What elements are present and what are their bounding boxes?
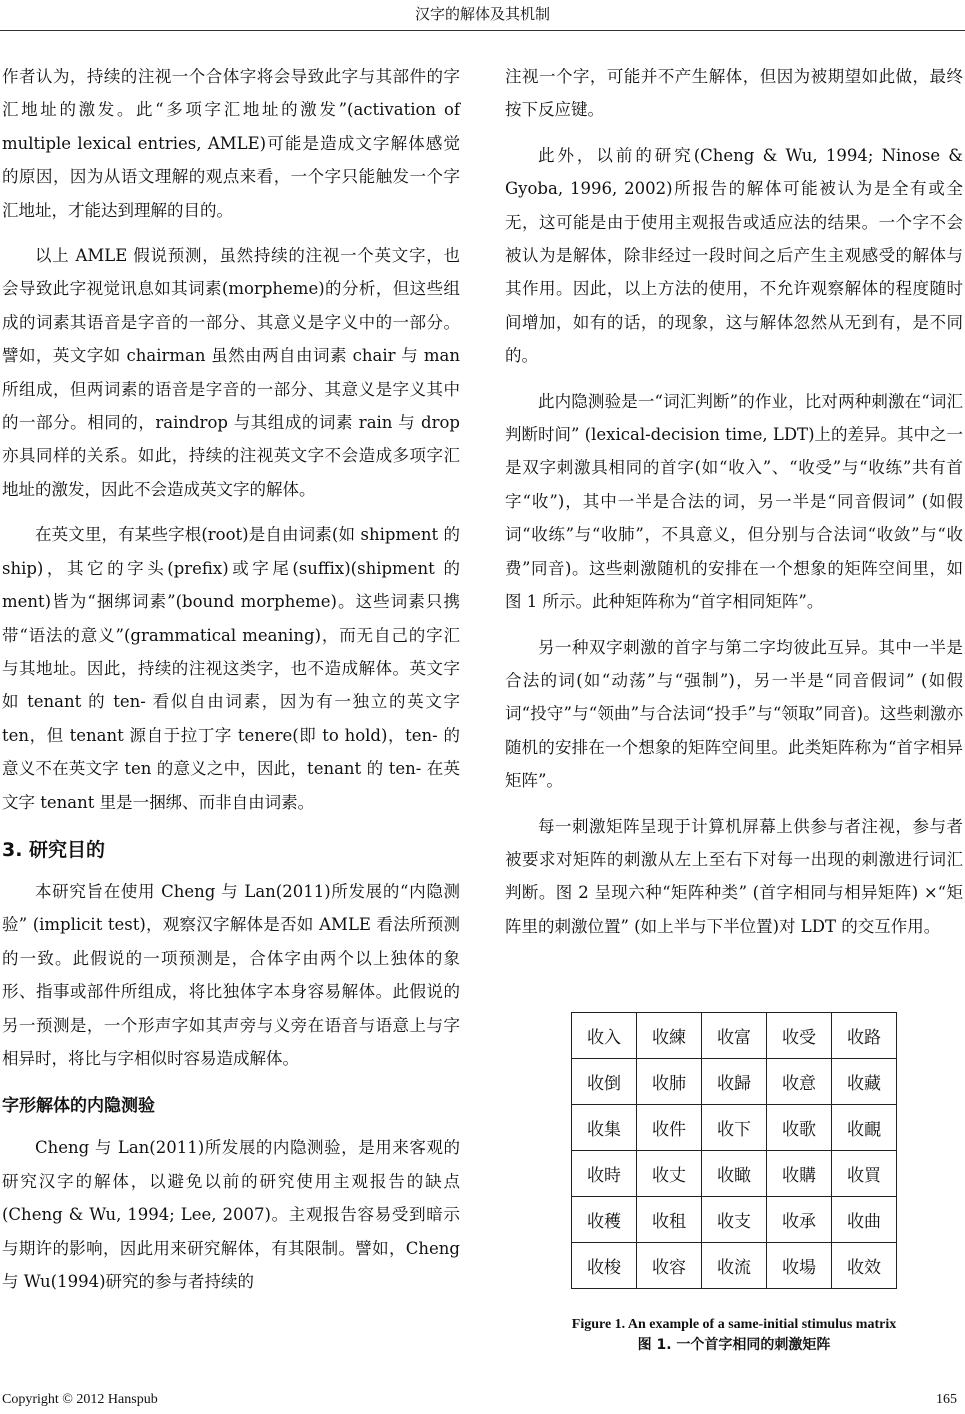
matrix-cell: 收靦 (832, 1105, 897, 1151)
matrix-row (572, 1059, 897, 1105)
matrix-cell: 收場 (767, 1243, 832, 1289)
matrix-cell: 收購 (767, 1151, 832, 1197)
paragraph: 注视一个字，可能并不产生解体，但因为被期望如此做，最终按下反应键。 (505, 67, 963, 120)
matrix-cell: 收時 (572, 1151, 637, 1197)
page-number: 165 (936, 1392, 957, 1407)
matrix-cell: 收藏 (832, 1059, 897, 1105)
matrix-cell: 收受 (767, 1013, 832, 1059)
right-column (505, 60, 963, 943)
paragraph: 此内隐测验是一“词汇判断”的作业，比对两种刺激在“词汇判断时间” (lexical-decision time, LDT)上的差异。其中之一是双字刺激具相同的首字(如“收入”、“收受”与“收练”共有首字“收”)，其中一半是合法的词，另一半是“同音假词” (如假词“收练”与“收肺”，不具意义，但分别与合法词“收敛”与“收费”同音)。这些刺激随机的安排在一个想象的矩阵空间里，如图 1 所示。此种矩阵称为“首字相同矩阵”。 (505, 391, 964, 612)
left-column (2, 60, 460, 1298)
matrix-cell: 收入 (572, 1013, 637, 1059)
subsection-heading: 字形解体的内隐测验 (2, 1096, 155, 1117)
matrix-cell: 收瞰 (702, 1151, 767, 1197)
matrix-cell: 收富 (702, 1013, 767, 1059)
matrix-cell: 收丈 (637, 1151, 702, 1197)
paragraph: 以上 AMLE 假说预测，虽然持续的注视一个英文字，也会导致此字视觉讯息如其词素(morpheme)的分析，但这些组成的词素其语音是字音的一部分、其意义是字义中的一部分。譬如，英文字如 chairman 虽然由两自由词素 chair 与 man 所组成，但两词素的语音是字音的一部分、其意义是字义其中的一部分。相同的，raindrop 与其组成的词素 rain 与 drop 亦具同样的关系。如此，持续的注视英文字不会造成多项字汇地址的激发，因此不会造成英文字的解体。 (2, 246, 460, 499)
figure-caption-english: Figure 1. An example of a same-initial stimulus matrix (571, 1317, 897, 1332)
paragraph: 作者认为，持续的注视一个合体字将会导致此字与其部件的字汇地址的激发。此“多项字汇地址的激发”(activation of multiple lexical entries, AMLE)可能是造成文字解体感觉的原因，因为从语文理解的观点来看，一个字只能触发一个字汇地址，才能达到理解的目的。 (2, 67, 460, 220)
matrix-cell: 收件 (637, 1105, 702, 1151)
matrix-cell: 收買 (832, 1151, 897, 1197)
matrix-cell: 收流 (702, 1243, 767, 1289)
matrix-row (572, 1105, 897, 1151)
matrix-cell: 收承 (767, 1197, 832, 1243)
matrix-row (572, 1197, 897, 1243)
matrix-cell: 收集 (572, 1105, 637, 1151)
matrix-row (572, 1013, 897, 1059)
matrix-cell: 收練 (637, 1013, 702, 1059)
matrix-cell: 收梭 (572, 1243, 637, 1289)
matrix-cell: 收支 (702, 1197, 767, 1243)
section-heading: 3. 研究目的 (2, 838, 106, 861)
paragraph: 本研究旨在使用 Cheng 与 Lan(2011)所发展的“内隐测验” (implicit test)，观察汉字解体是否如 AMLE 看法所预测的一致。此假说的一项预测是，合体字由两个以上独体的象形、指事或部件所组成，将比独体字本身容易解体。此假说的另一预测是，一个形声字如其声旁与义旁在语音与语意上与字相异时，将比与字相似时容易造成解体。 (2, 881, 460, 1068)
paragraph: 此外，以前的研究(Cheng & Wu, 1994; Ninose & Gyoba, 1996, 2002)所报告的解体可能被认为是全有或全无，这可能是由于使用主观报告或适应法的结果。一个字不会被认为是解体，除非经过一段时间之后产生主观感受的解体与其作用。因此，以上方法的使用，不允许观察解体的程度随时间增加，如有的话，的现象，这与解体忽然从无到有，是不同的。 (505, 145, 963, 366)
paragraph: Cheng 与 Lan(2011)所发展的内隐测验，是用来客观的研究汉字的解体，以避免以前的研究使用主观报告的缺点(Cheng & Wu, 1994; Lee, 2007)。主观报告容易受到暗示与期许的影响，因此用来研究解体，有其限制。譬如，Cheng 与 Wu(1994)研究的参与者持续的 (2, 1138, 460, 1291)
header-rule (0, 30, 965, 31)
copyright-notice: Copyright © 2012 Hanspub (2, 1392, 158, 1407)
matrix-cell: 收歸 (702, 1059, 767, 1105)
figure-caption-chinese: 图 1. 一个首字相同的刺激矩阵 (637, 1337, 831, 1353)
paragraph: 在英文里，有某些字根(root)是自由词素(如 shipment 的 ship)，其它的字头(prefix)或字尾(suffix)(shipment 的 ment)皆为“捆绑词素”(bound morpheme)。这些词素只携带“语法的意义”(grammatical meaning)，而无自己的字汇与其地址。因此，持续的注视这类字，也不造成解体。英文字如 tenant 的 ten- 看似自由词素，因为有一独立的英文字 ten，但 tenant 源自于拉丁字 tenere(即 to hold)，ten- 的意义不在英文字 ten 的意义之中，因此，tenant 的 ten- 在英文字 tenant 里是一捆绑、而非自由词素。 (2, 525, 460, 812)
paragraph: 每一刺激矩阵呈现于计算机屏幕上供参与者注视，参与者被要求对矩阵的刺激从左上至右下对每一出现的刺激进行词汇判断。图 2 呈现六种“矩阵种类” (首字相同与相异矩阵) ×“矩阵里的刺激位置” (如上半与下半位置)对 LDT 的交互作用。 (505, 816, 963, 936)
matrix-cell: 收穫 (572, 1197, 637, 1243)
matrix-cell: 收意 (767, 1059, 832, 1105)
matrix-cell: 收容 (637, 1243, 702, 1289)
matrix-cell: 收肺 (637, 1059, 702, 1105)
matrix-row (572, 1151, 897, 1197)
matrix-cell: 收歌 (767, 1105, 832, 1151)
stimulus-matrix (571, 1012, 897, 1289)
matrix-cell: 收租 (637, 1197, 702, 1243)
paragraph: 另一种双字刺激的首字与第二字均彼此互异。其中一半是合法的词(如“动荡”与“强制”)，另一半是“同音假词” (如假词“投守”与“领曲”与合法词“投手”与“领取”同音)。这些刺激亦随机的安排在一个想象的矩阵空间里。此类矩阵称为“首字相异矩阵”。 (505, 637, 963, 791)
matrix-row (572, 1243, 897, 1289)
matrix-cell: 收倒 (572, 1059, 637, 1105)
matrix-cell: 收下 (702, 1105, 767, 1151)
matrix-cell: 收曲 (832, 1197, 897, 1243)
matrix-cell: 收路 (832, 1013, 897, 1059)
running-header: 汉字的解体及其机制 (414, 5, 550, 23)
matrix-cell: 收效 (832, 1243, 897, 1289)
